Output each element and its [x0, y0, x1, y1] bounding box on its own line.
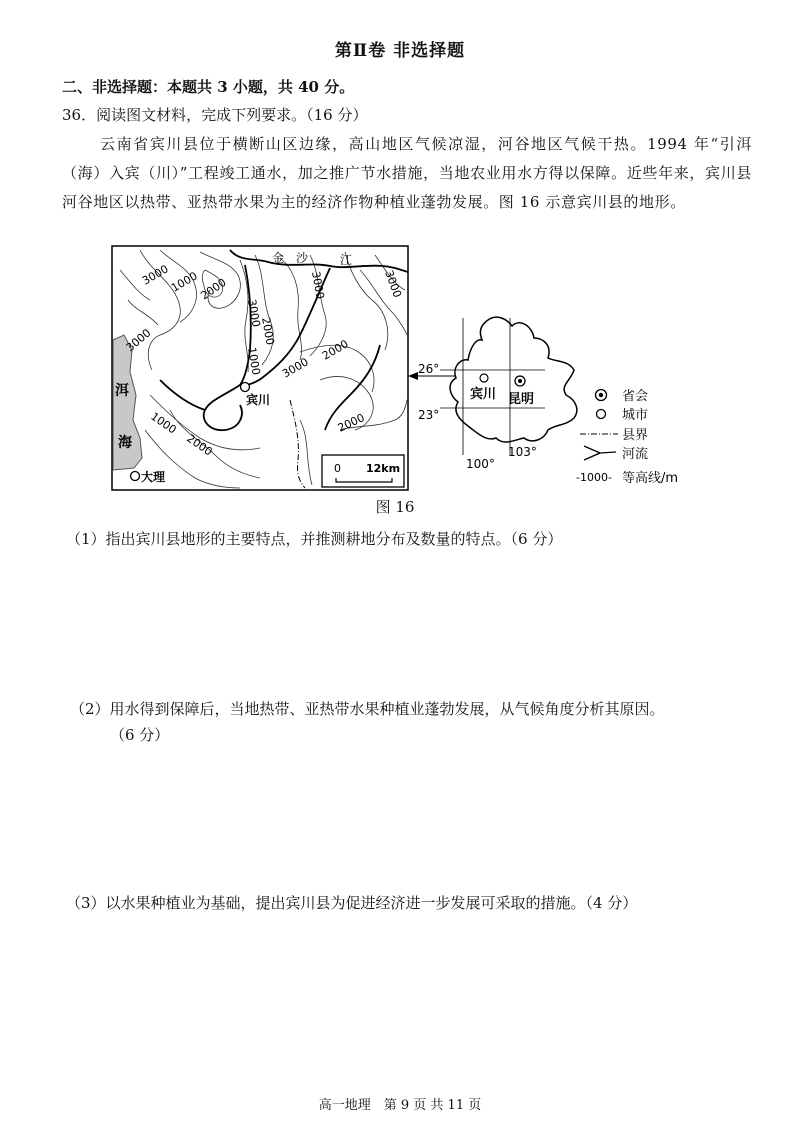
contour-label: 3000 [280, 355, 311, 381]
legend-river-label: 河流 [622, 447, 649, 462]
contour-label: 1000 [148, 409, 179, 437]
figure-16-map [0, 0, 800, 520]
binchuan-city-marker [241, 383, 250, 392]
figure-caption: 图 16 [375, 498, 415, 516]
river-label-char: 金 [272, 251, 285, 265]
pointer-arrowhead [408, 372, 418, 380]
lon-103-label: 103° [508, 445, 537, 459]
binchuan-label: 宾川 [246, 393, 271, 407]
legend-contour-sample: -1000- [576, 471, 612, 484]
contour-label: 3000 [382, 268, 404, 300]
river-label-char: 沙 [296, 251, 309, 265]
lat-23-label: 23° [418, 408, 440, 422]
question-36-material: 云南省宾川县位于横断山区边缘，高山地区气候凉湿，河谷地区气候干热。1994 年“引洱（海）入宾（川）”工程竣工通水，加之推广节水措施，当地农业用水方得以保障。近些年来，宾川县河谷地区以热带、亚热带水果为主的经济作物种植业蓬勃发展。图 16 示意宾川县的地形。 [62, 135, 752, 211]
legend-city-label: 城市 [622, 408, 649, 423]
lat-26-label: 26° [418, 362, 440, 376]
scale-zero-label: 0 [334, 462, 341, 475]
contour-label: 3000 [140, 262, 171, 288]
inset-kunming-label: 昆明 [508, 392, 535, 407]
river-label-char: 江 [340, 253, 353, 267]
contour-label: 2000 [335, 411, 367, 435]
dali-city-marker [131, 472, 140, 481]
sub-question-2: （2）用水得到保障后，当地热带、亚热带水果种植业蓬勃发展，从气候角度分析其原因。 [70, 700, 665, 718]
contour-label: 3000 [123, 326, 154, 355]
contour-label: 2000 [320, 337, 351, 363]
contour-label: 2000 [198, 275, 229, 303]
contour-label: 3000 [309, 270, 327, 301]
sub-question-2-score: （6 分） [110, 726, 170, 744]
sub-question-3: （3）以水果种植业为基础，提出宾川县为促进经济进一步发展可采取的措施。（4 分） [66, 894, 638, 912]
contour-label: 3000 [245, 298, 263, 329]
legend-border-label: 县界 [622, 428, 649, 443]
contour-label: 1000 [245, 346, 263, 377]
map-legend [576, 388, 678, 486]
lake-label-char: 洱 [115, 383, 129, 399]
inset-binchuan-label: 宾川 [470, 387, 497, 402]
page-title: 第Ⅱ卷 非选择题 [334, 41, 466, 61]
contour-label: 1000 [169, 269, 200, 295]
legend-river-symbol [584, 446, 616, 460]
legend-city-symbol [597, 410, 606, 419]
section-heading: 二、非选择题：本题共 3 小题，共 40 分。 [62, 78, 355, 96]
dali-label: 大理 [141, 470, 166, 484]
inset-binchuan-marker [480, 374, 488, 382]
question-36-intro: 36．阅读图文材料，完成下列要求。（16 分） [62, 106, 368, 124]
contour-label: 2000 [184, 431, 215, 459]
legend-contour-label: 等高线/m [622, 471, 679, 486]
page-footer: 高一地理 第 9 页 共 11 页 [318, 1098, 482, 1113]
lake-label-char: 海 [118, 435, 132, 451]
scale-km-label: 12km [366, 462, 401, 475]
legend-capital-label: 省会 [622, 389, 649, 404]
lon-100-label: 100° [466, 457, 495, 471]
sub-question-1: （1）指出宾川县地形的主要特点，并推测耕地分布及数量的特点。（6 分） [66, 530, 563, 548]
yunnan-outline [450, 317, 577, 442]
contour-label: 2000 [259, 316, 277, 347]
